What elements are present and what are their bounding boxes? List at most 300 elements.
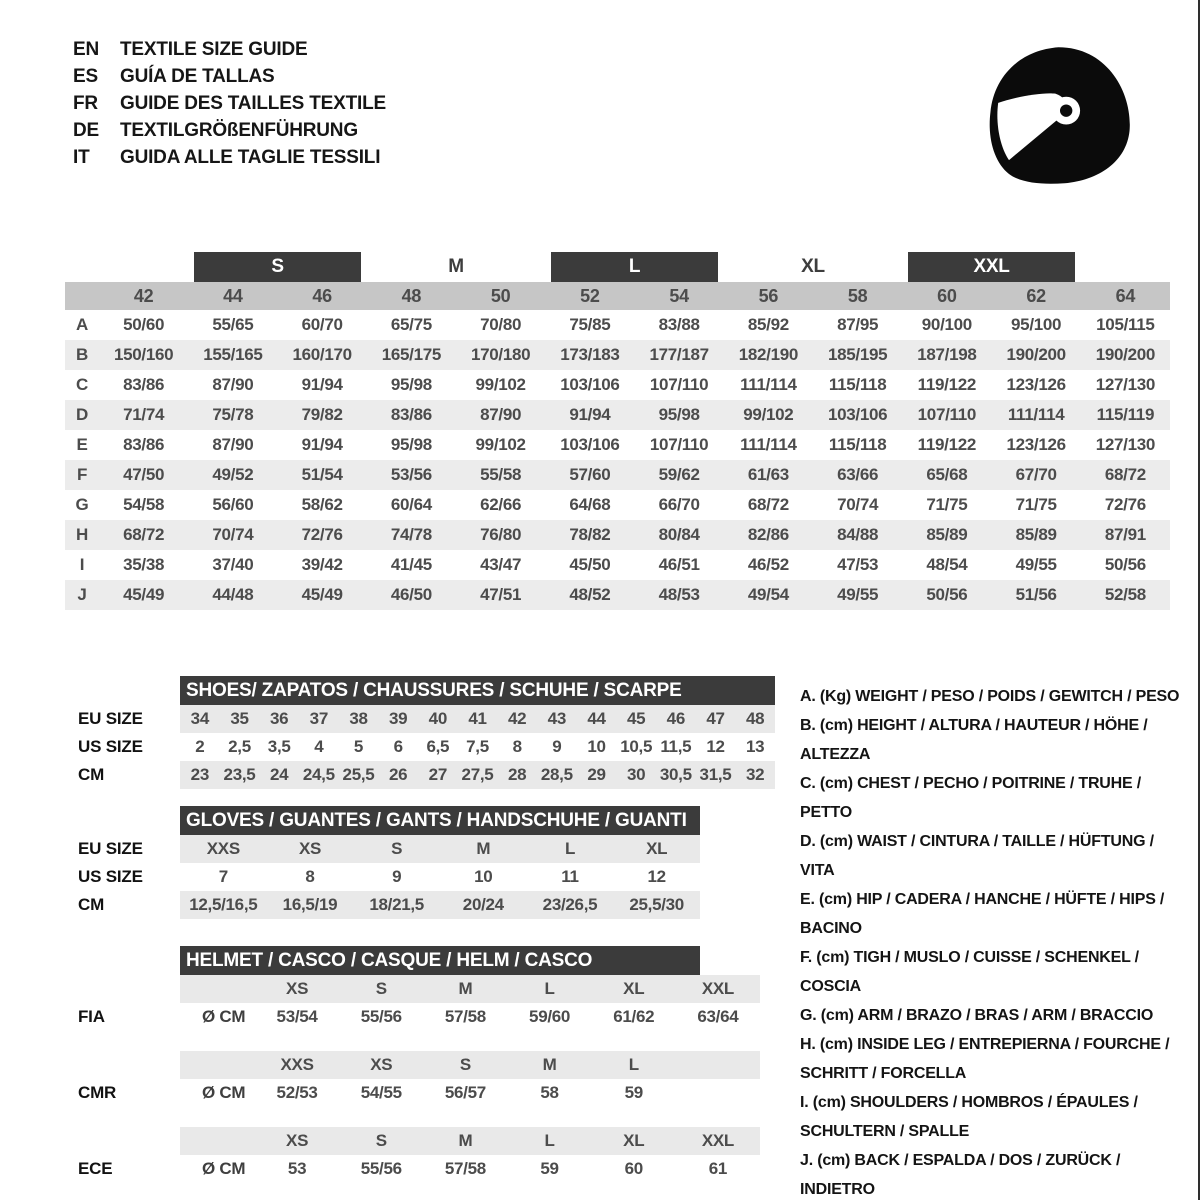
measurement-value: 185/195 (813, 340, 902, 370)
numeric-size: 56 (724, 282, 813, 310)
shoes-cm-value: 27,5 (461, 765, 494, 784)
helmet-values-row (180, 1003, 760, 1031)
size-group-label: XL (801, 256, 825, 277)
gloves-us-value: 11 (561, 867, 579, 886)
language-code: IT (73, 146, 90, 168)
measurement-value: 53/56 (367, 460, 456, 490)
language-title: TEXTILE SIZE GUIDE (120, 38, 308, 60)
shoes-us-value: 13 (746, 737, 765, 756)
measurement-value: 182/190 (724, 340, 813, 370)
diameter-unit: Ø CM (202, 1007, 246, 1026)
helmet-size-value: 55/56 (360, 1159, 402, 1178)
measurement-value: 84/88 (813, 520, 902, 550)
numeric-size-row (65, 282, 1170, 310)
measurement-row (65, 430, 1170, 460)
measurement-value: 83/88 (658, 315, 700, 334)
measurement-value: 49/55 (1015, 555, 1057, 574)
measurement-value: 95/100 (1011, 315, 1062, 334)
measurement-value: 165/175 (367, 340, 456, 370)
measurement-value: 78/82 (545, 520, 634, 550)
shoes-eu-value: 43 (547, 709, 566, 728)
measurement-value: 61/63 (724, 460, 813, 490)
measurement-value: 51/56 (992, 580, 1081, 610)
row-letter: I (79, 555, 85, 574)
language-code: DE (73, 119, 99, 141)
language-row (73, 144, 386, 171)
helmet-size-value: 53 (287, 1159, 307, 1178)
measurement-value: 68/72 (747, 495, 789, 514)
row-letter: B (65, 340, 99, 370)
size-group-label: L (551, 252, 718, 282)
row-label: CM (78, 895, 105, 914)
size-group-cell (902, 252, 1081, 282)
measurement-value: 50/56 (1104, 555, 1146, 574)
shoes-us-value: 6,5 (426, 737, 450, 756)
measurement-value: 170/180 (456, 340, 545, 370)
legend-item: B. (cm) HEIGHT / ALTURA / HAUTEUR / HÖHE / ALTEZZA (800, 717, 1148, 763)
measurement-value: 49/52 (188, 460, 277, 490)
numeric-size: 42 (99, 282, 188, 310)
row-letter: G (75, 495, 89, 514)
measurement-value: 87/90 (212, 375, 254, 394)
legend-item: D. (cm) WAIST / CINTURA / TAILLE / HÜFTUNG / VITA (800, 833, 1154, 879)
measurement-value: 123/126 (1006, 435, 1066, 454)
measurement-value: 44/48 (188, 580, 277, 610)
measurement-value: 107/110 (649, 375, 709, 394)
measurement-value: 160/170 (278, 340, 367, 370)
measurement-value: 35/38 (123, 555, 165, 574)
language-row (73, 117, 386, 144)
measurement-value: 60/70 (301, 315, 343, 334)
gloves-us-value: 9 (392, 867, 402, 886)
measurement-value: 177/187 (635, 340, 724, 370)
measurement-value: 56/60 (212, 495, 254, 514)
helmet-size-label: XXL (701, 1131, 734, 1150)
measurement-value: 111/114 (740, 375, 797, 394)
measurement-value: 127/130 (1095, 375, 1156, 394)
shoes-eu-value: 42 (508, 709, 527, 728)
helmet-size-label: S (375, 1131, 387, 1150)
measurement-value: 46/51 (658, 555, 700, 574)
measurement-value: 67/70 (992, 460, 1081, 490)
measurement-value: 45/49 (278, 580, 367, 610)
gloves-eu-value: L (564, 839, 576, 858)
measurement-value: 173/183 (545, 340, 634, 370)
measurement-value: 99/102 (724, 400, 813, 430)
measurement-value: 45/49 (99, 580, 188, 610)
measurement-value: 48/53 (635, 580, 724, 610)
helmet-size-value: 59 (540, 1159, 559, 1178)
row-letter: F (65, 460, 99, 490)
spacer-cell (1081, 252, 1170, 282)
measurement-value: 127/130 (1095, 435, 1156, 454)
measurement-value: 68/72 (99, 520, 188, 550)
measurement-value: 70/74 (188, 520, 277, 550)
shoes-eu-value: 37 (309, 709, 328, 728)
shoes-eu-row (180, 705, 775, 733)
measurement-value: 85/89 (992, 520, 1081, 550)
shoes-cm-value: 29 (587, 765, 606, 784)
helmet-size-value: 54/55 (360, 1083, 402, 1102)
measurement-value: 71/75 (1015, 495, 1057, 514)
measurement-row (65, 400, 1170, 430)
measurement-value: 75/78 (188, 400, 277, 430)
language-row (73, 36, 386, 63)
measurement-value: 70/80 (480, 315, 522, 334)
legend-item: I. (cm) SHOULDERS / HOMBROS / ÉPAULES / SCHULTERN / SPALLE (800, 1094, 1138, 1140)
measurement-value: 87/90 (212, 435, 254, 454)
helmet-values-row (180, 1155, 760, 1183)
row-letter: C (76, 375, 88, 394)
standard-name: ECE (78, 1159, 113, 1178)
measurement-value: 83/86 (367, 400, 456, 430)
shoes-cm-value: 32 (746, 765, 765, 784)
shoes-eu-value: 41 (468, 709, 487, 728)
size-group-label: XXL (908, 252, 1075, 282)
helmet-size-label: XL (623, 1131, 645, 1150)
helmet-size-label: XXL (701, 979, 734, 998)
gloves-us-value: 12 (647, 867, 666, 886)
measurement-value: 68/72 (1081, 460, 1170, 490)
shoes-us-value: 2,5 (228, 737, 251, 756)
shoes-cm-value: 28 (508, 765, 527, 784)
gloves-cm-value: 20/24 (462, 895, 504, 914)
gloves-us-value: 10 (474, 867, 493, 886)
measurement-value: 91/94 (301, 375, 343, 394)
measurement-value: 190/200 (992, 340, 1081, 370)
helmet-size-label: XS (286, 979, 309, 998)
shoes-us-value: 12 (706, 737, 725, 756)
measurement-value: 79/82 (278, 400, 367, 430)
gloves-eu-value: S (391, 839, 403, 858)
measurement-value: 65/68 (902, 460, 991, 490)
measurement-value: 83/86 (123, 375, 165, 394)
helmet-size-value: 58 (540, 1083, 559, 1102)
legend-item: H. (cm) INSIDE LEG / ENTREPIERNA / FOURCHE / SCHRITT / FORCELLA (800, 1036, 1170, 1082)
gloves-cm-value: 23/26,5 (542, 895, 598, 914)
gloves-us-row (180, 863, 700, 891)
measurement-value: 52/58 (1081, 580, 1170, 610)
gloves-cm-row (180, 891, 700, 919)
shoes-eu-value: 47 (706, 709, 725, 728)
helmet-size-label: XXS (280, 1055, 314, 1074)
measurement-row (65, 580, 1170, 610)
shoes-us-value: 5 (353, 737, 364, 756)
measurement-value: 111/114 (740, 435, 797, 454)
measurement-value: 103/106 (560, 375, 620, 394)
shoes-cm-value: 24 (270, 765, 289, 784)
measurement-value: 91/94 (545, 400, 634, 430)
measurement-value: 57/60 (545, 460, 634, 490)
measurement-value: 111/114 (992, 400, 1081, 430)
measurement-value: 55/65 (212, 315, 254, 334)
measurement-value: 54/58 (123, 495, 165, 514)
helmet-size-label: XS (370, 1055, 393, 1074)
shoes-cm-value: 24,5 (302, 765, 335, 784)
measurement-value: 46/50 (367, 580, 456, 610)
measurement-value: 66/70 (658, 495, 700, 514)
shoes-section-title: SHOES/ ZAPATOS / CHAUSSURES / SCHUHE / SCARPE (180, 676, 775, 705)
language-title: GUIDE DES TAILLES TEXTILE (120, 92, 386, 114)
gloves-eu-row (180, 835, 700, 863)
numeric-size: 44 (188, 282, 277, 310)
helmet-size-label: XL (623, 979, 645, 998)
measurement-value: 150/160 (99, 340, 188, 370)
row-label: US SIZE (78, 867, 143, 886)
helmet-size-value: 57/58 (444, 1159, 486, 1178)
numeric-size: 60 (902, 282, 991, 310)
measurement-value: 64/68 (569, 495, 611, 514)
helmet-values-row (180, 1079, 760, 1107)
shoes-cm-value: 23,5 (223, 765, 256, 784)
helmet-section-title: HELMET / CASCO / CASQUE / HELM / CASCO (180, 946, 700, 975)
measurement-value: 39/42 (301, 555, 343, 574)
measurement-row (65, 490, 1170, 520)
shoes-us-value: 9 (552, 737, 562, 756)
helmet-size-label: M (458, 1131, 473, 1150)
helmet-size-label: S (375, 979, 387, 998)
measurement-value: 103/106 (560, 435, 620, 454)
racing-helmet-icon (975, 22, 1145, 207)
shoes-us-row (180, 733, 775, 761)
helmet-size-value: 60 (624, 1159, 643, 1178)
measurement-value: 37/40 (212, 555, 254, 574)
shoes-cm-value: 23 (190, 765, 209, 784)
legend-item: G. (cm) ARM / BRAZO / BRAS / ARM / BRACCIO (800, 1007, 1154, 1024)
measurement-value: 95/98 (390, 435, 432, 454)
shoes-eu-value: 45 (627, 709, 646, 728)
language-row (73, 63, 386, 90)
measurement-value: 72/76 (278, 520, 367, 550)
standard-name: CMR (78, 1083, 117, 1102)
measurement-value: 87/90 (456, 400, 545, 430)
shoes-us-value: 3,5 (267, 737, 291, 756)
diameter-unit: Ø CM (202, 1159, 246, 1178)
gloves-section-title: GLOVES / GUANTES / GANTS / HANDSCHUHE / GUANTI (180, 806, 700, 835)
gloves-eu-value: XL (646, 839, 668, 858)
gloves-table (180, 806, 700, 919)
measurement-row (65, 520, 1170, 550)
measurement-legend (800, 682, 1192, 1204)
size-group-cell (367, 252, 546, 282)
numeric-size: 52 (545, 282, 634, 310)
helmet-size-label: S (459, 1055, 471, 1074)
measurement-value: 71/75 (926, 495, 968, 514)
shoes-eu-value: 46 (666, 709, 685, 728)
measurement-value: 55/58 (456, 460, 545, 490)
shoes-table (180, 676, 775, 789)
language-row (73, 90, 386, 117)
shoes-cm-value: 30 (627, 765, 646, 784)
helmet-size-label: M (458, 979, 473, 998)
gloves-cm-value: 25,5/30 (629, 895, 684, 914)
shoes-eu-value: 40 (428, 709, 447, 728)
helmet-standard-group (180, 1051, 760, 1107)
shoes-eu-value: 39 (389, 709, 408, 728)
shoes-us-value: 10,5 (620, 737, 653, 756)
numeric-size: 64 (1081, 282, 1170, 310)
row-label: EU SIZE (78, 709, 143, 728)
measurement-value: 50/60 (123, 315, 165, 334)
language-code: FR (73, 92, 98, 114)
gloves-eu-value: XXS (206, 839, 240, 858)
measurement-value: 187/198 (902, 340, 991, 370)
measurement-value: 107/110 (649, 435, 709, 454)
helmet-size-value: 57/58 (444, 1007, 486, 1026)
measurement-value: 74/78 (367, 520, 456, 550)
measurement-value: 115/118 (828, 375, 887, 394)
shoes-cm-value: 30,5 (659, 765, 692, 784)
measurement-value: 91/94 (301, 435, 343, 454)
textile-size-table (65, 252, 1170, 610)
row-label: CM (78, 765, 105, 784)
language-title: GUIDA ALLE TAGLIE TESSILI (120, 146, 381, 168)
gloves-eu-value: M (476, 839, 491, 858)
helmet-sizes-row (180, 1127, 760, 1155)
numeric-size: 62 (992, 282, 1081, 310)
gloves-row-labels (78, 835, 143, 919)
measurement-row (65, 460, 1170, 490)
shoes-eu-value: 38 (349, 709, 368, 728)
shoes-cm-value: 27 (428, 765, 447, 784)
measurement-value: 49/54 (724, 580, 813, 610)
corner-cell (65, 282, 99, 310)
legend-item: A. (Kg) WEIGHT / PESO / POIDS / GEWITCH / PESO (800, 688, 1180, 705)
measurement-row (65, 310, 1170, 340)
row-letter: D (65, 400, 99, 430)
gloves-eu-value: XS (298, 839, 322, 858)
standard-name: FIA (78, 1007, 105, 1026)
measurement-value: 63/66 (813, 460, 902, 490)
helmet-size-label: L (544, 979, 555, 998)
row-label: US SIZE (78, 737, 143, 756)
shoes-us-value: 2 (195, 737, 205, 756)
size-group-cell (188, 252, 367, 282)
shoes-us-value: 6 (393, 737, 403, 756)
measurement-value: 47/53 (837, 555, 879, 574)
measurement-value: 99/102 (475, 375, 526, 394)
measurement-value: 155/165 (188, 340, 277, 370)
language-title-list (73, 36, 386, 171)
helmet-size-value: 61/62 (613, 1007, 655, 1026)
measurement-value: 115/118 (828, 435, 887, 454)
diameter-unit: Ø CM (202, 1083, 246, 1102)
helmet-standard-labels (78, 946, 168, 1186)
shoes-cm-value: 28,5 (540, 765, 573, 784)
shoes-us-value: 4 (314, 737, 324, 756)
row-label: EU SIZE (78, 839, 143, 858)
measurement-value: 95/98 (390, 375, 432, 394)
size-group-row (65, 252, 1170, 282)
row-letter: E (76, 435, 88, 454)
helmet-standard-group (180, 975, 760, 1031)
measurement-value: 45/50 (569, 555, 611, 574)
numeric-size: 50 (456, 282, 545, 310)
shoes-us-value: 7,5 (466, 737, 489, 756)
measurement-value: 59/62 (635, 460, 724, 490)
language-code: ES (73, 65, 98, 87)
legend-item: E. (cm) HIP / CADERA / HANCHE / HÜFTE / HIPS / BACINO (800, 891, 1165, 937)
gloves-cm-value: 16,5/19 (282, 895, 338, 914)
measurement-value: 72/76 (1104, 495, 1146, 514)
numeric-size: 58 (813, 282, 902, 310)
numeric-size: 54 (635, 282, 724, 310)
gloves-us-value: 8 (305, 867, 315, 886)
measurement-value: 65/75 (390, 315, 432, 334)
shoes-cm-value: 26 (389, 765, 408, 784)
shoes-us-value: 10 (587, 737, 606, 756)
helmet-size-label: M (542, 1055, 557, 1074)
measurement-value: 43/47 (480, 555, 522, 574)
measurement-value: 75/85 (569, 315, 611, 334)
gloves-cm-value: 18/21,5 (369, 895, 424, 914)
helmet-size-label: XS (286, 1131, 309, 1150)
helmet-size-value: 53/54 (276, 1007, 318, 1026)
measurement-value: 60/64 (390, 495, 432, 514)
measurement-row (65, 340, 1170, 370)
language-code: EN (73, 38, 99, 60)
measurement-value: 123/126 (1006, 375, 1066, 394)
numeric-size: 48 (367, 282, 456, 310)
shoes-eu-value: 35 (230, 709, 249, 728)
legend-item: F. (cm) TIGH / MUSLO / CUISSE / SCHENKEL / COSCIA (800, 949, 1139, 995)
shoes-cm-row (180, 761, 775, 789)
gloves-cm-value: 12,5/16,5 (189, 895, 258, 914)
measurement-value: 80/84 (635, 520, 724, 550)
helmet-size-value: 55/56 (360, 1007, 402, 1026)
gloves-us-value: 7 (218, 867, 228, 886)
measurement-value: 46/52 (747, 555, 789, 574)
size-group-cell (724, 252, 903, 282)
measurement-row (65, 550, 1170, 580)
measurement-value: 71/74 (99, 400, 188, 430)
measurement-value: 107/110 (902, 400, 991, 430)
spacer-cell (65, 252, 188, 282)
helmet-size-label: L (544, 1131, 555, 1150)
measurement-value: 50/56 (902, 580, 991, 610)
shoes-eu-value: 48 (746, 709, 765, 728)
shoes-eu-value: 36 (270, 709, 289, 728)
measurement-value: 83/86 (123, 435, 165, 454)
shoes-cm-value: 25,5 (342, 765, 375, 784)
numeric-size: 46 (278, 282, 367, 310)
size-group-label: M (448, 256, 464, 277)
shoes-us-value: 11,5 (660, 737, 692, 756)
measurement-value: 58/62 (301, 495, 343, 514)
measurement-value: 76/80 (456, 520, 545, 550)
size-group-label: S (194, 252, 361, 282)
shoes-row-labels (78, 705, 143, 789)
legend-item: C. (cm) CHEST / PECHO / POITRINE / TRUHE / PETTO (800, 775, 1141, 821)
measurement-value: 95/98 (635, 400, 724, 430)
measurement-value: 119/122 (917, 435, 977, 454)
language-title: TEXTILGRÖßENFÜHRUNG (120, 119, 358, 141)
legend-item: J. (cm) BACK / ESPALDA / DOS / ZURÜCK / INDIETRO (800, 1152, 1121, 1198)
helmet-size-label: L (628, 1055, 639, 1074)
row-letter: J (65, 580, 99, 610)
language-title: GUÍA DE TALLAS (120, 65, 275, 87)
helmet-size-value: 59/60 (529, 1007, 571, 1026)
measurement-value: 87/95 (837, 315, 879, 334)
measurement-value: 48/52 (545, 580, 634, 610)
measurement-value: 48/54 (926, 555, 968, 574)
measurement-value: 82/86 (724, 520, 813, 550)
row-letter: H (65, 520, 99, 550)
helmet-sizes-row (180, 1051, 760, 1079)
helmet-size-value: 52/53 (276, 1083, 318, 1102)
measurement-value: 85/89 (902, 520, 991, 550)
helmet-size-value: 56/57 (444, 1083, 486, 1102)
